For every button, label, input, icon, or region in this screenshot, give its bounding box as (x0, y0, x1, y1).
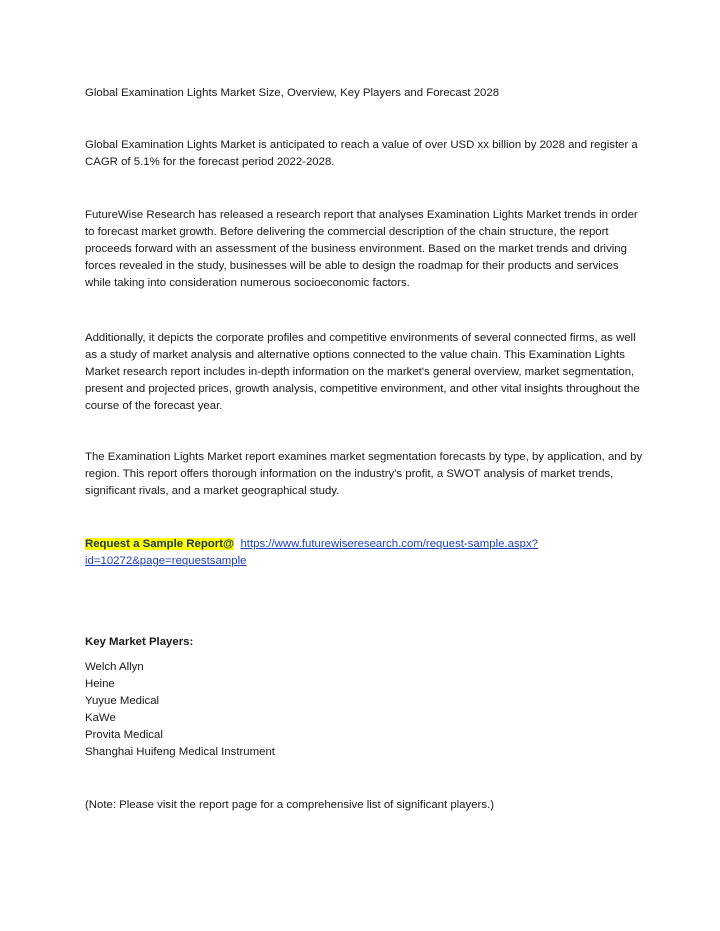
note-paragraph: (Note: Please visit the report page for a comprehensive list of significant players.) (85, 799, 494, 811)
key-players-list (85, 659, 645, 761)
request-sample-line (85, 536, 645, 570)
additionally-paragraph: Additionally, it depicts the corporate profiles and competitive environments of several connected firms, as well as a study of market analysis and alternative options connected to the value chain. This Examination Lights Market research report includes in-depth information on the market's general overview, market segmentation, present and projected prices, growth analysis, competitive environment, and other vital insights throughout the course of the forecast year. (85, 332, 640, 412)
list-item: Yuyue Medical (85, 695, 160, 707)
list-item: Welch Allyn (85, 661, 144, 673)
futurewise-paragraph: FutureWise Research has released a research report that analyses Examination Lights Market trends in order to forecast market growth. Before delivering the commercial description of the chain structure, the report proceeds forward with an assessment of the business environment. Based on the market trends and driving forces revealed in the study, businesses will be able to design the roadmap for their products and services while taking into consideration numerous socioeconomic factors. (85, 209, 638, 289)
list-item: Heine (85, 678, 115, 690)
list-item: Provita Medical (85, 729, 163, 741)
segmentation-paragraph: The Examination Lights Market report examines market segmentation forecasts by type, by application, and by region. This report offers thorough information on the industry's profit, a SWOT analysis of market trends, significant rivals, and a market geographical study. (85, 451, 643, 497)
intro-paragraph: Global Examination Lights Market is anticipated to reach a value of over USD xx billion by 2028 and register a CAGR of 5.1% for the forecast period 2022-2028. (85, 139, 638, 168)
document-title: Global Examination Lights Market Size, Overview, Key Players and Forecast 2028 (85, 87, 500, 99)
list-item: KaWe (85, 712, 116, 724)
request-sample-label: Request a Sample Report@ (85, 538, 235, 550)
key-players-heading: Key Market Players: (85, 636, 194, 648)
request-sample-link[interactable]: https://www.futurewiseresearch.com/request-sample.aspx?id=10272&page=requestsample (85, 538, 538, 567)
list-item: Shanghai Huifeng Medical Instrument (85, 746, 275, 758)
